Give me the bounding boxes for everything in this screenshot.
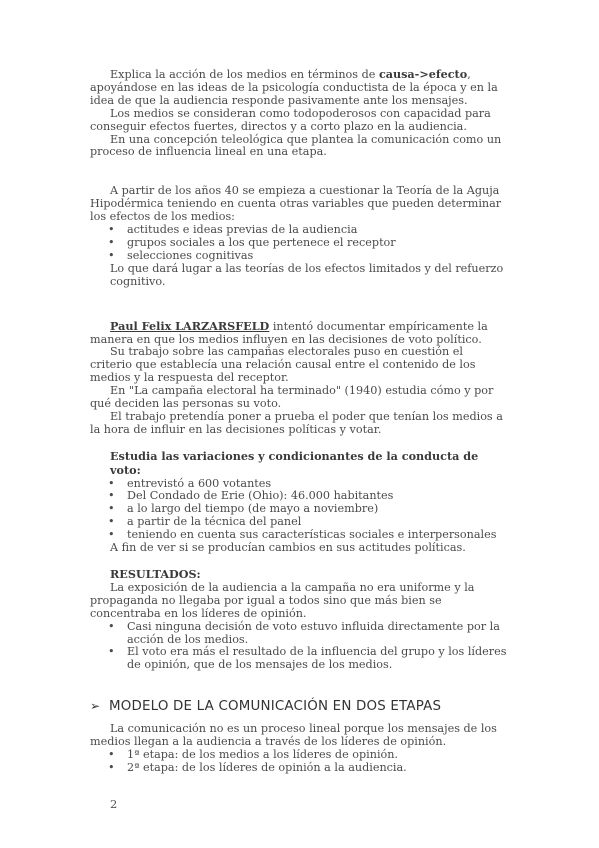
list-item: • actitudes e ideas previas de la audiencia bbox=[127, 224, 508, 237]
text: RESULTADOS: bbox=[110, 567, 201, 581]
document-body bbox=[90, 68, 508, 775]
paragraph: La exposición de la audiencia a la campaña no era uniforme y la propaganda no llegaba por igual a todos sino que más bien se concentraba en los líderes de opinión. bbox=[90, 580, 475, 620]
page-number: 2 bbox=[110, 797, 118, 811]
paragraph: Lo que dará lugar a las teorías de los efectos limitados y del refuerzo cognitivo. bbox=[110, 261, 504, 288]
text: , apoyándose en las ideas de la psicología conductista de la época y en la idea de que la audiencia responde pasivamente ante los mensajes. bbox=[90, 68, 498, 107]
list-item: • a partir de la técnica del panel bbox=[127, 516, 508, 529]
emphasis-causa-efecto: causa->efecto bbox=[378, 67, 468, 81]
paragraph: Los medios se consideran como todopoderosos con capacidad para conseguir efectos fuertes, directos y a corto plazo en la audiencia. bbox=[90, 106, 491, 133]
paragraph: En una concepción teleológica que plantea la comunicación como un proceso de influencia lineal en una etapa. bbox=[90, 132, 502, 159]
list-item: • Del Condado de Erie (Ohio): 46.000 habitantes bbox=[127, 490, 508, 503]
stages-list bbox=[90, 749, 508, 775]
paragraph: En "La campaña electoral ha terminado" (1940) estudia cómo y por qué deciden las personas su voto. bbox=[90, 384, 494, 411]
list-item: • grupos sociales a los que pertenece el receptor bbox=[127, 237, 508, 250]
section-title bbox=[90, 568, 508, 582]
text: Estudia las variaciones y condicionantes de la conducta de voto: bbox=[110, 448, 479, 477]
list-item: • entrevistó a 600 votantes bbox=[127, 478, 508, 491]
paragraph bbox=[90, 320, 508, 347]
list-item: • 1ª etapa: de los medios a los líderes de opinión. bbox=[127, 749, 508, 762]
results-list bbox=[90, 621, 508, 673]
variables-list bbox=[90, 224, 508, 263]
list-item: • selecciones cognitivas bbox=[127, 250, 508, 263]
paragraph: A partir de los años 40 se empieza a cuestionar la Teoría de la Aguja Hipodérmica teniendo en cuenta otras variables que pueden determinar los efectos de los medios: bbox=[90, 184, 502, 224]
paragraph: La comunicación no es un proceso lineal porque los mensajes de los medios llegan a la audiencia a través de los líderes de opinión. bbox=[90, 722, 497, 749]
section-title bbox=[90, 450, 508, 478]
text: Explica la acción de los medios en términos de bbox=[110, 68, 379, 81]
list-item: • El voto era más el resultado de la influencia del grupo y los líderes de opinión, que de los mensajes de los medios. bbox=[127, 646, 508, 672]
arrow-bullet-icon: ➢ bbox=[90, 699, 101, 714]
section-heading bbox=[90, 698, 508, 715]
paragraph bbox=[90, 68, 508, 108]
list-item: • teniendo en cuenta sus características sociales e interpersonales bbox=[127, 529, 508, 542]
paragraph: El trabajo pretendía poner a prueba el poder que tenían los medios a la hora de influir en las decisiones políticas y votar. bbox=[90, 409, 503, 436]
heading-text: MODELO DE LA COMUNICACIÓN EN DOS ETAPAS bbox=[109, 699, 442, 715]
author-name: Paul Felix LARZARSFELD bbox=[110, 318, 270, 333]
list-item: • 2ª etapa: de los líderes de opinión a la audiencia. bbox=[127, 762, 508, 775]
paragraph: A fin de ver si se producían cambios en sus actitudes políticas. bbox=[110, 541, 466, 555]
study-list bbox=[90, 478, 508, 543]
list-item: • a lo largo del tiempo (de mayo a noviembre) bbox=[127, 503, 508, 516]
text: intentó documentar empíricamente la manera en que los medios influyen en las decisiones de voto político. bbox=[90, 319, 488, 346]
paragraph: Su trabajo sobre las campañas electorales puso en cuestión el criterio que establecía una relación causal entre el contenido de los medios y la respuesta del receptor. bbox=[90, 345, 476, 385]
list-item: • Casi ninguna decisión de voto estuvo influida directamente por la acción de los medios. bbox=[127, 621, 508, 647]
